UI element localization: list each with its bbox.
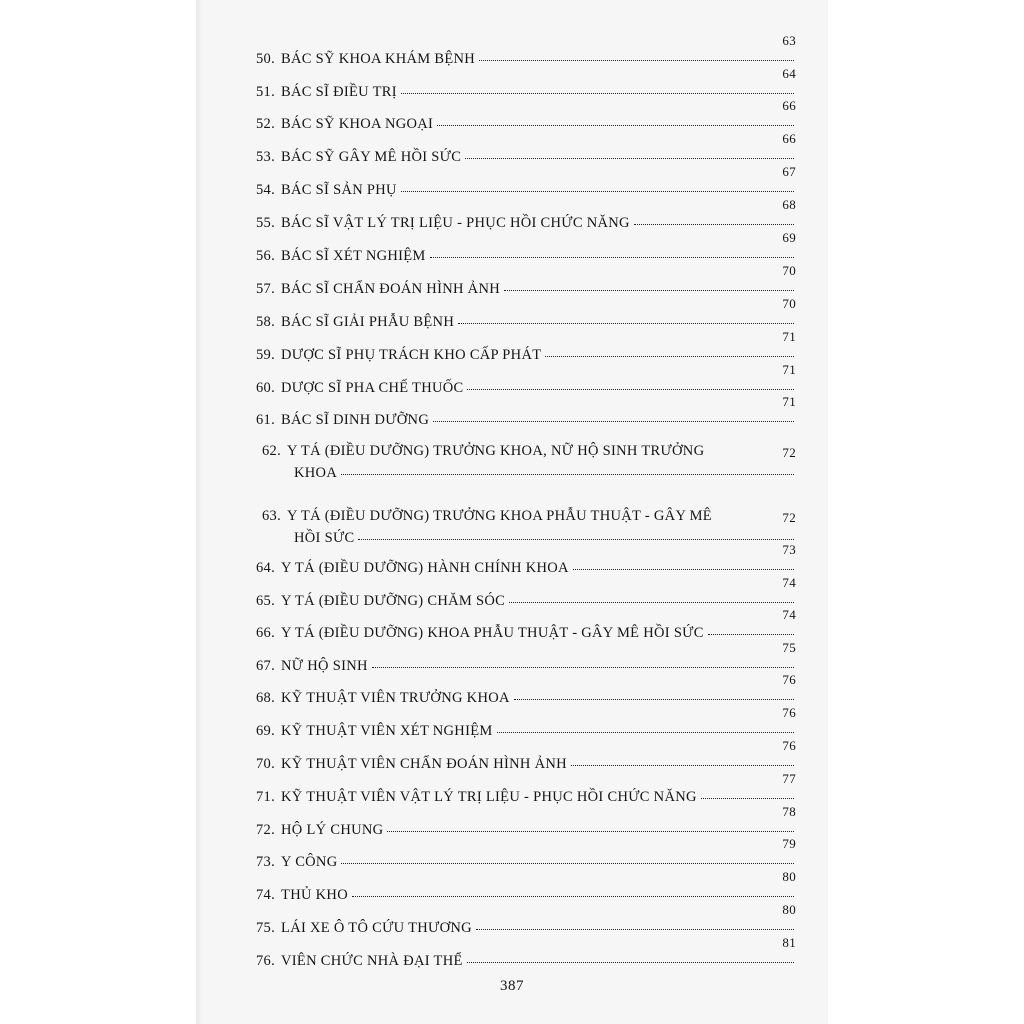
toc-entry-number: 56.	[256, 248, 276, 264]
toc-entry	[256, 66, 796, 102]
toc-entry-title: Y TÁ (ĐIỀU DƯỠNG) KHOA PHẪU THUẬT - GÂY MÊ HỒI SỨC	[281, 625, 704, 641]
toc-entry-number: 52.	[256, 116, 276, 132]
toc-entry-page: 71	[782, 362, 796, 377]
toc-entry-number: 67.	[256, 658, 276, 674]
toc-entry	[256, 771, 796, 807]
toc-entry-page: 73	[782, 542, 796, 557]
toc-entry	[256, 542, 796, 578]
toc-entry	[256, 902, 796, 938]
toc-entry-title: BÁC SỸ KHOA KHÁM BỆNH	[281, 51, 476, 67]
dot-leader	[401, 93, 794, 94]
toc-entry-title: Y CÔNG	[281, 854, 338, 870]
toc-entry-title: BÁC SĨ VẬT LÝ TRỊ LIỆU - PHỤC HỒI CHỨC NĂNG	[281, 215, 630, 231]
toc-entry	[256, 869, 796, 905]
toc-entry-title: LÁI XE Ô TÔ CỨU THƯƠNG	[281, 920, 472, 936]
toc-entry-page: 77	[782, 771, 796, 786]
dot-leader	[467, 389, 794, 390]
toc-entry-title: BÁC SĨ DINH DƯỠNG	[281, 412, 430, 428]
dot-leader	[372, 667, 794, 668]
toc-entry-number: 61.	[256, 412, 276, 428]
dot-leader	[573, 569, 794, 570]
toc-entry-title: BÁC SĨ GIẢI PHẪU BỆNH	[281, 314, 455, 330]
toc-entry-number: 72.	[256, 822, 276, 838]
dot-leader	[497, 732, 794, 733]
toc-entry	[256, 230, 796, 266]
toc-entry	[256, 836, 796, 872]
toc-entry-title: BÁC SỸ KHOA NGOẠI	[281, 116, 434, 132]
toc-entry-page: 76	[782, 705, 796, 720]
dot-leader	[476, 929, 794, 930]
dot-leader	[545, 356, 794, 357]
toc-entry-page: 76	[782, 738, 796, 753]
toc-entry-title: BÁC SĨ XÉT NGHIỆM	[281, 248, 426, 264]
dot-leader	[708, 634, 794, 635]
toc-entry-title: KỸ THUẬT VIÊN CHẨN ĐOÁN HÌNH ẢNH	[281, 756, 567, 772]
toc-entry-number: 63.	[262, 508, 282, 524]
dot-leader	[571, 765, 794, 766]
toc-entry-title: Y TÁ (ĐIỀU DƯỠNG) CHĂM SÓC	[281, 593, 506, 609]
toc-entry	[256, 33, 796, 69]
toc-entry-page: 64	[782, 66, 796, 81]
toc-entry-page: 70	[782, 263, 796, 278]
toc-entry-title: BÁC SỸ GÂY MÊ HỒI SỨC	[281, 149, 462, 165]
toc-entry-page: 78	[782, 804, 796, 819]
dot-leader	[504, 290, 794, 291]
toc-entry-page: 80	[782, 869, 796, 884]
toc-entry-number: 50.	[256, 51, 276, 67]
toc-entry-title: DƯỢC SĨ PHA CHẾ THUỐC	[281, 380, 464, 396]
dot-leader	[352, 896, 794, 897]
dot-leader	[467, 962, 794, 963]
toc-entry	[256, 197, 796, 233]
toc-entry	[256, 394, 796, 430]
toc-entry-title: KỸ THUẬT VIÊN XÉT NGHIỆM	[281, 723, 493, 739]
toc-entry-title: NỮ HỘ SINH	[281, 658, 368, 674]
toc-entry-number: 53.	[256, 149, 276, 165]
toc-entry-page: 74	[782, 607, 796, 622]
dot-leader	[341, 863, 794, 864]
toc-entry-title: DƯỢC SĨ PHỤ TRÁCH KHO CẤP PHÁT	[281, 347, 542, 363]
toc-entry-title: Y TÁ (ĐIỀU DƯỠNG) TRƯỞNG KHOA, NỮ HỘ SINH TRƯỞNG	[287, 443, 705, 459]
toc-entry-page: 66	[782, 131, 796, 146]
toc-entry-title: THỦ KHO	[281, 887, 348, 903]
toc-entry	[256, 164, 796, 200]
toc-entry-number: 62.	[262, 443, 282, 459]
toc-entry-number: 74.	[256, 887, 276, 903]
dot-leader	[387, 831, 794, 832]
dot-leader	[437, 125, 794, 126]
toc-entry-title: KỸ THUẬT VIÊN VẬT LÝ TRỊ LIỆU - PHỤC HỒI CHỨC NĂNG	[281, 789, 697, 805]
toc-entry	[256, 98, 796, 134]
toc-entry	[256, 508, 796, 548]
toc-entry	[256, 296, 796, 332]
toc-entry-number: 75.	[256, 920, 276, 936]
toc-entry-page: 76	[782, 672, 796, 687]
toc-entry-page: 68	[782, 197, 796, 212]
toc-entry-title: Y TÁ (ĐIỀU DƯỠNG) HÀNH CHÍNH KHOA	[281, 560, 569, 576]
toc-entry-number: 73.	[256, 854, 276, 870]
dot-leader	[433, 421, 794, 422]
toc-entry-number: 68.	[256, 690, 276, 706]
toc-entry-number: 57.	[256, 281, 276, 297]
toc-entry-title: BÁC SĨ ĐIỀU TRỊ	[281, 84, 397, 100]
dot-leader	[509, 602, 794, 603]
dot-leader	[634, 224, 794, 225]
toc-entry	[256, 705, 796, 741]
toc-entry	[256, 804, 796, 840]
toc-entry-number: 65.	[256, 593, 276, 609]
toc-entry-page: 67	[782, 164, 796, 179]
toc-entry-page: 72	[782, 445, 796, 460]
dot-leader	[465, 158, 794, 159]
dot-leader	[401, 191, 794, 192]
toc-entry-page: 71	[782, 394, 796, 409]
toc-entry-page: 75	[782, 640, 796, 655]
toc-entry-page: 69	[782, 230, 796, 245]
toc-entry	[256, 738, 796, 774]
toc-entry-number: 55.	[256, 215, 276, 231]
dot-leader	[458, 323, 794, 324]
toc-entry-page: 70	[782, 296, 796, 311]
toc-entry	[256, 443, 796, 483]
toc-entry-number: 69.	[256, 723, 276, 739]
toc-entry-page: 72	[782, 510, 796, 525]
toc-entry-title: BÁC SĨ SẢN PHỤ	[281, 182, 397, 198]
toc-entry-number: 60.	[256, 380, 276, 396]
toc-entry-page: 71	[782, 329, 796, 344]
dot-leader	[341, 474, 794, 475]
dot-leader	[479, 60, 794, 61]
toc-entry-page: 66	[782, 98, 796, 113]
toc-entry-number: 64.	[256, 560, 276, 576]
toc-entry-title: KỸ THUẬT VIÊN TRƯỞNG KHOA	[281, 690, 510, 706]
toc-entry-number: 70.	[256, 756, 276, 772]
book-page	[196, 0, 828, 1024]
toc-entry-page: 63	[782, 33, 796, 48]
toc-entry-page: 80	[782, 902, 796, 917]
dot-leader	[430, 257, 794, 258]
toc-entry	[256, 672, 796, 708]
dot-leader	[701, 798, 794, 799]
toc-entry	[256, 362, 796, 398]
toc-entry	[256, 935, 796, 971]
toc-entry-title-continued: KHOA	[294, 465, 338, 481]
toc-entry-number: 71.	[256, 789, 276, 805]
dot-leader	[358, 539, 794, 540]
toc-entry	[256, 640, 796, 676]
toc-entry-number: 76.	[256, 953, 276, 969]
toc-entry	[256, 263, 796, 299]
toc-entry-page: 81	[782, 935, 796, 950]
toc-entry-page: 74	[782, 575, 796, 590]
toc-entry-number: 66.	[256, 625, 276, 641]
toc-entry-number: 59.	[256, 347, 276, 363]
toc-entry-number: 54.	[256, 182, 276, 198]
toc-entry-number: 51.	[256, 84, 276, 100]
toc-entry	[256, 131, 796, 167]
dot-leader	[514, 699, 794, 700]
page-number: 387	[500, 978, 524, 994]
toc-entry	[256, 329, 796, 365]
toc-entry-title: HỘ LÝ CHUNG	[281, 822, 384, 838]
toc-entry-title: BÁC SĨ CHẨN ĐOÁN HÌNH ẢNH	[281, 281, 500, 297]
toc-entry-title: VIÊN CHỨC NHÀ ĐẠI THỂ	[281, 953, 463, 969]
toc-entry-title-continued: HỒI SỨC	[294, 530, 355, 546]
toc-entry-number: 58.	[256, 314, 276, 330]
toc-entry-page: 79	[782, 836, 796, 851]
toc-entry	[256, 575, 796, 611]
toc-entry-title: Y TÁ (ĐIỀU DƯỠNG) TRƯỞNG KHOA PHẪU THUẬT - GÂY MÊ	[287, 508, 712, 524]
toc-entry	[256, 607, 796, 643]
